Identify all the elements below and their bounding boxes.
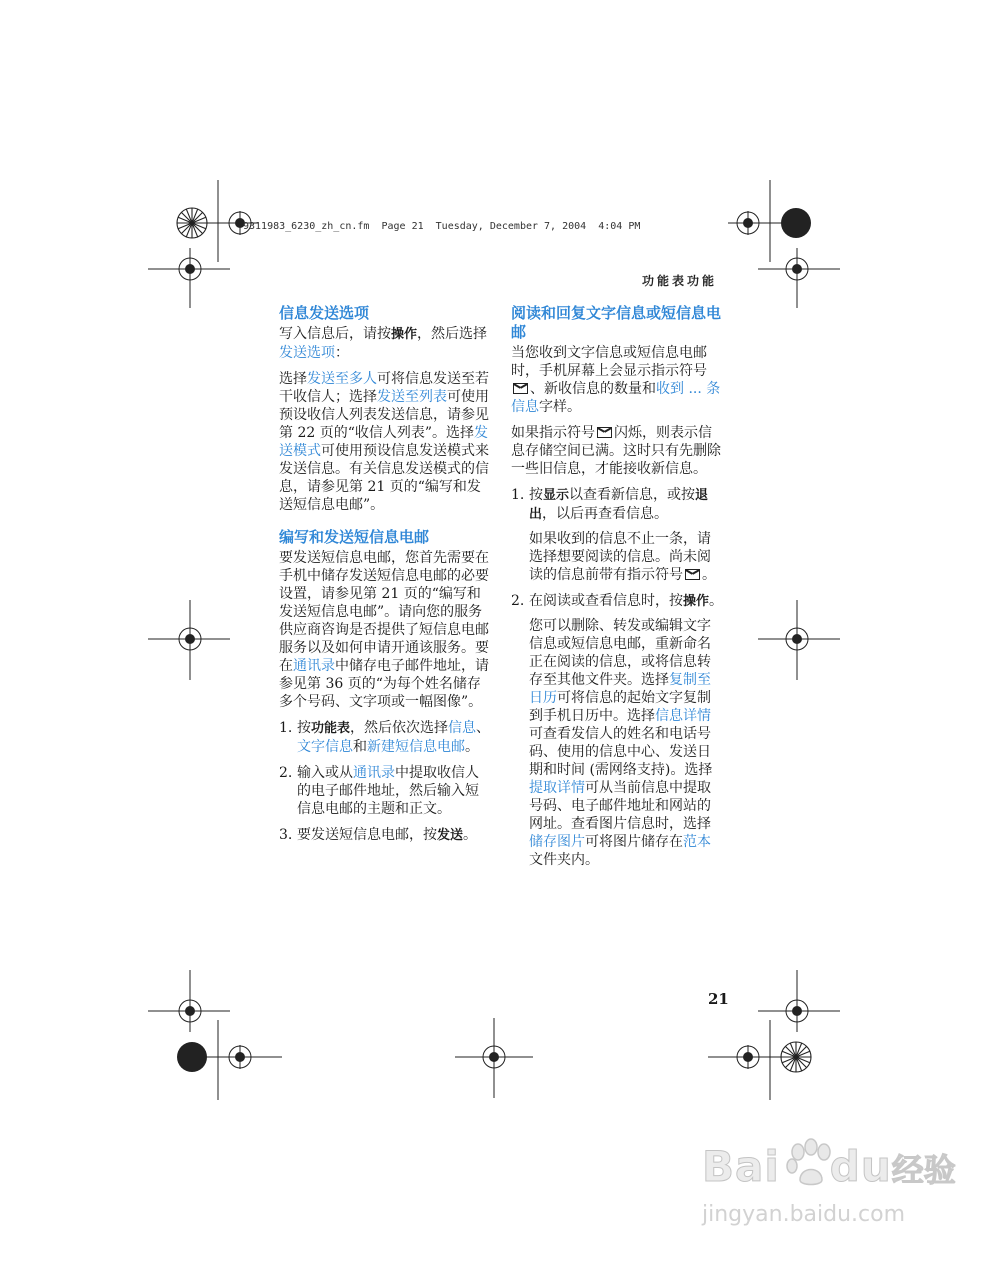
list-item — [511, 486, 723, 524]
text: 您可以删除、转发或编辑文字信息或短信息电邮，重新命名正在阅读的信息，或将信息转存至其他文件夹。选择 — [529, 618, 711, 688]
text: 、新收信息的数量和 — [530, 381, 656, 397]
envelope-icon — [513, 383, 528, 394]
softkey-label: 显示 — [543, 488, 570, 503]
steps-list — [511, 592, 723, 611]
watermark-url: jingyan.baidu.com — [702, 1202, 906, 1227]
menu-term-link[interactable]: 发送至多人 — [307, 371, 377, 387]
baidu-watermark — [702, 1142, 956, 1227]
envelope-icon — [597, 427, 612, 438]
text: 。 — [465, 739, 479, 755]
text: 要发送短信息电邮，您首先需要在手机中储存发送短信息电邮的必要设置，请参见第 21 页的“编写和发送短信息电邮”。请向您的服务供应商咨询是否提供了短信息电邮服务以及如何申请开通该服务。要在 — [279, 550, 489, 674]
watermark-brand: Bai — [702, 1142, 780, 1191]
step-note — [511, 530, 723, 584]
text: 闪烁，则表示信息存储空间已满。这时只有先删除一些旧信息，才能接收新信息。 — [511, 425, 721, 477]
menu-term-link[interactable]: 信息详情 — [655, 708, 711, 724]
menu-term-link[interactable]: 发送选项 — [279, 345, 335, 361]
text: 在阅读或查看信息时，按 — [529, 593, 683, 609]
menu-term-link[interactable]: 储存图片 — [529, 834, 585, 850]
heading-write-email-sms: 编写和发送短信息电邮 — [279, 528, 430, 546]
paw-icon — [784, 1136, 838, 1190]
steps-list — [279, 719, 491, 845]
step-number: 2. — [279, 765, 293, 781]
menu-term-link[interactable]: 通讯录 — [353, 765, 395, 781]
menu-term-link[interactable]: 发送至列表 — [377, 389, 447, 405]
text: 可将信息的起始文字复制到手机日历中。选择 — [529, 690, 711, 724]
text: 可将信息发送至若干收信人；选择 — [279, 371, 489, 405]
menu-term-link[interactable]: 新建短信息电邮 — [367, 739, 465, 755]
text: 输入或从 — [297, 765, 353, 781]
text: ，然后选择 — [417, 326, 488, 342]
text: 。 — [702, 567, 716, 583]
envelope-icon — [685, 569, 700, 580]
text: 可查看发信人的姓名和电话号码、使用的信息中心、发送日期和时间 (需网络支持)。选择 — [529, 726, 713, 778]
watermark-brand-du: du — [829, 1142, 892, 1191]
section-label: 功能表功能 — [641, 274, 717, 288]
text: 选择 — [279, 371, 307, 387]
paragraph — [511, 424, 723, 478]
list-item — [279, 826, 491, 845]
menu-term-link[interactable]: 发送模式 — [279, 425, 489, 459]
menu-term-link[interactable]: 信息 — [448, 720, 477, 736]
menu-term-link[interactable]: 收到 ... 条信息 — [511, 381, 721, 415]
list-item — [511, 592, 723, 611]
menu-term-link[interactable]: 通讯录 — [293, 658, 335, 674]
softkey-label: 发送 — [437, 828, 464, 843]
softkey-label: 操作 — [391, 327, 418, 342]
text: 中储存电子邮件地址，请参见第 36 页的“为每个姓名储存多个号码、文字项或一幅图像”。 — [279, 658, 489, 710]
softkey-label: 功能表 — [311, 721, 351, 736]
step-number: 2. — [511, 593, 525, 609]
softkey-label: 操作 — [683, 594, 710, 609]
menu-term-link[interactable]: 提取详情 — [529, 780, 585, 796]
step-note — [511, 617, 723, 869]
text: 中提取收信人的电子邮件地址，然后输入短信息电邮的主题和正文。 — [297, 765, 479, 817]
step-number: 1. — [279, 720, 293, 736]
text: 以查看新信息，或按 — [569, 487, 696, 503]
text: 写入信息后，请按 — [279, 326, 391, 342]
list-item — [279, 764, 491, 818]
text: 文件夹内。 — [529, 852, 599, 868]
softkey-label: 退出 — [529, 488, 709, 522]
text: 和 — [353, 739, 367, 755]
step-number: 3. — [279, 827, 293, 843]
text: 按 — [529, 487, 543, 503]
text: 。 — [709, 593, 724, 609]
paragraph — [279, 549, 491, 711]
text: 可从当前信息中提取号码、电子邮件地址和网站的网址。查看图片信息时，选择 — [529, 780, 711, 832]
heading-send-options: 信息发送选项 — [279, 304, 370, 322]
menu-term-link[interactable]: 范本 — [683, 834, 711, 850]
text: 如果收到的信息不止一条，请选择想要阅读的信息。尚未阅读的信息前带有指示符号 — [529, 531, 711, 583]
text: ，以后再查看信息。 — [542, 506, 669, 522]
text: 。 — [463, 827, 478, 843]
menu-term-link[interactable]: 文字信息 — [297, 739, 353, 755]
steps-list — [511, 486, 723, 524]
watermark-cn: 经验 — [891, 1151, 956, 1189]
text: 字样。 — [539, 399, 581, 415]
file-header-line: 9311983_6230_zh_cn.fm Page 21 Tuesday, December 7, 2004 4:04 PM — [243, 221, 641, 232]
page-number: 21 — [708, 990, 729, 1008]
text: 按 — [297, 720, 311, 736]
paragraph — [279, 370, 491, 514]
text: 要发送短信息电邮，按 — [297, 827, 437, 843]
paragraph — [279, 325, 491, 362]
right-column — [511, 304, 723, 877]
paragraph — [511, 344, 723, 416]
text: 、 — [476, 720, 491, 736]
text: ，然后依次选择 — [350, 720, 449, 736]
text: 可将图片储存在 — [585, 834, 683, 850]
text: 如果指示符号 — [511, 425, 595, 441]
heading-read-reply: 阅读和回复文字信息或短信息电邮 — [511, 304, 722, 341]
text: 可使用预设信息发送模式来发送信息。有关信息发送模式的信息，请参见第 21 页的“编写和发送短信息电邮”。 — [279, 443, 489, 513]
text: 可使用预设收信人列表发送信息，请参见第 22 页的“收信人列表”。选择 — [279, 389, 489, 441]
text: 当您收到文字信息或短信息电邮时，手机屏幕上会显示指示符号 — [511, 345, 707, 379]
left-column — [279, 304, 491, 853]
step-number: 1. — [511, 487, 525, 503]
menu-term-link[interactable]: 复制至日历 — [529, 672, 711, 706]
list-item — [279, 719, 491, 756]
text: ： — [335, 345, 349, 361]
